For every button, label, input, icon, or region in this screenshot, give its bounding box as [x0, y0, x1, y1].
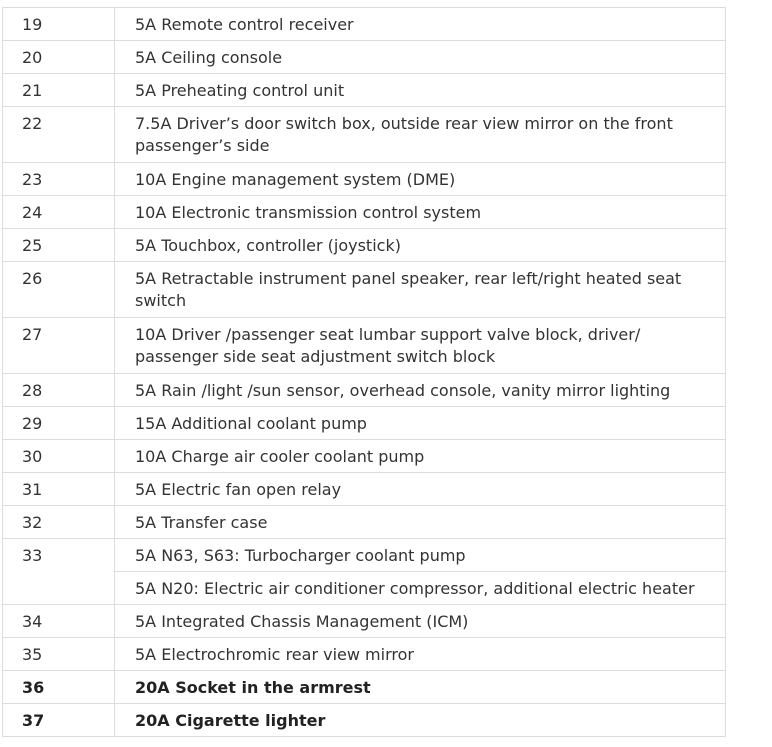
table-row — [3, 318, 726, 374]
fuse-description-cell: 5A Rain /light /sun sensor, overhead console, vanity mirror lighting — [115, 374, 726, 407]
fuse-number-cell: 31 — [3, 473, 115, 506]
fuse-description-cell: 5A Transfer case — [115, 506, 726, 539]
fuse-number-cell: 35 — [3, 638, 115, 671]
fuse-number-cell: 27 — [3, 318, 115, 374]
fuse-number-cell: 28 — [3, 374, 115, 407]
fuse-number-cell: 37 — [3, 704, 115, 737]
fuse-number-cell: 19 — [3, 8, 115, 41]
table-row — [3, 163, 726, 196]
table-row — [3, 262, 726, 318]
table-row — [3, 440, 726, 473]
fuse-table — [2, 7, 726, 737]
fuse-number-cell: 30 — [3, 440, 115, 473]
fuse-description-cell: 20A Socket in the armrest — [115, 671, 726, 704]
fuse-description-cell: 5A Integrated Chassis Management (ICM) — [115, 605, 726, 638]
table-row — [3, 41, 726, 74]
fuse-description-cell: 15A Additional coolant pump — [115, 407, 726, 440]
table-row — [3, 704, 726, 737]
fuse-description-cell: 5A Remote control receiver — [115, 8, 726, 41]
fuse-description-cell: 7.5A Driver’s door switch box, outside rear view mirror on the front passenger’s side — [115, 107, 726, 163]
fuse-number-cell: 33 — [3, 539, 115, 572]
fuse-description-cell: 5A Electrochromic rear view mirror — [115, 638, 726, 671]
table-row — [3, 407, 726, 440]
fuse-description-cell: 10A Charge air cooler coolant pump — [115, 440, 726, 473]
fuse-number-cell: 26 — [3, 262, 115, 318]
fuse-description-cell: 5A N20: Electric air conditioner compressor, additional electric heater — [115, 572, 726, 605]
fuse-number-cell: 29 — [3, 407, 115, 440]
fuse-number-cell: 20 — [3, 41, 115, 74]
fuse-number-cell: 21 — [3, 74, 115, 107]
fuse-number-cell: 23 — [3, 163, 115, 196]
fuse-number-cell — [3, 572, 115, 605]
fuse-description-cell: 5A Retractable instrument panel speaker, rear left/right heated seat switch — [115, 262, 726, 318]
fuse-description-cell: 10A Driver /passenger seat lumbar support valve block, driver/ passenger side seat adjustment switch block — [115, 318, 726, 374]
fuse-description-cell: 20A Cigarette lighter — [115, 704, 726, 737]
table-row — [3, 107, 726, 163]
fuse-description-cell: 5A Ceiling console — [115, 41, 726, 74]
table-row — [3, 473, 726, 506]
fuse-number-cell: 22 — [3, 107, 115, 163]
fuse-description-cell: 10A Electronic transmission control system — [115, 196, 726, 229]
table-row — [3, 638, 726, 671]
table-row — [3, 74, 726, 107]
table-row — [3, 605, 726, 638]
table-row — [3, 671, 726, 704]
table-row — [3, 374, 726, 407]
fuse-number-cell: 36 — [3, 671, 115, 704]
fuse-description-cell: 10A Engine management system (DME) — [115, 163, 726, 196]
table-row — [3, 229, 726, 262]
table-row — [3, 539, 726, 572]
table-row — [3, 196, 726, 229]
fuse-description-cell: 5A Touchbox, controller (joystick) — [115, 229, 726, 262]
table-row — [3, 506, 726, 539]
fuse-description-cell: 5A Preheating control unit — [115, 74, 726, 107]
table-row — [3, 8, 726, 41]
fuse-description-cell: 5A N63, S63: Turbocharger coolant pump — [115, 539, 726, 572]
fuse-number-cell: 32 — [3, 506, 115, 539]
fuse-table-body — [3, 8, 726, 737]
table-row — [3, 572, 726, 605]
fuse-number-cell: 24 — [3, 196, 115, 229]
fuse-number-cell: 25 — [3, 229, 115, 262]
fuse-description-cell: 5A Electric fan open relay — [115, 473, 726, 506]
fuse-number-cell: 34 — [3, 605, 115, 638]
